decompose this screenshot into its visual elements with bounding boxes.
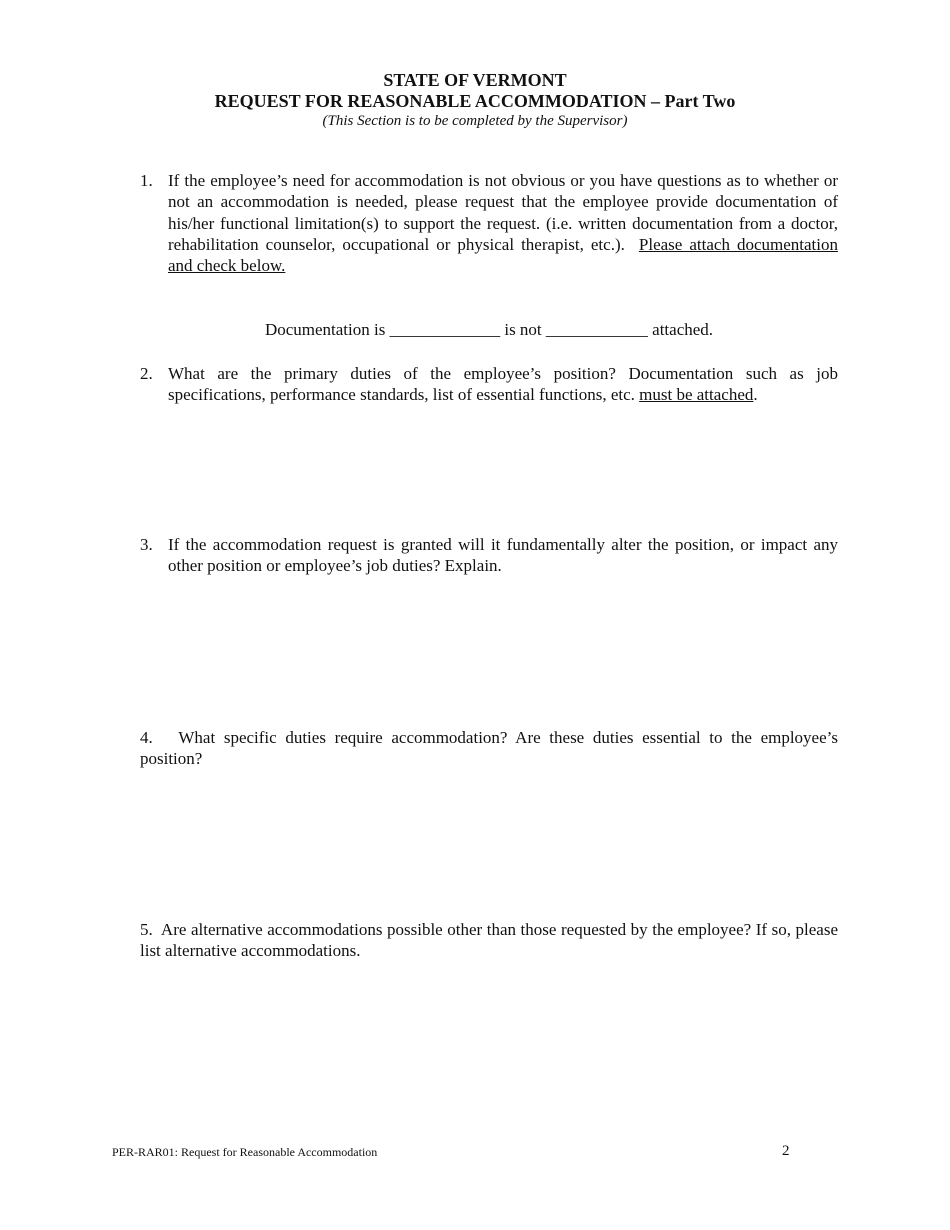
question-2 bbox=[140, 363, 838, 406]
question-text: If the employee’s need for accommodation is not obvious or you have questions as to whether or not an accommodation is needed, please request that the employee provide documentation of his/her functional limitation(s) to support the request. (i.e. written documentation from a doctor, rehabilitation counselor, occupational or physical therapist, etc.). Please attach documentation and check below. bbox=[168, 171, 838, 276]
must-be-attached: must be attached bbox=[639, 385, 754, 405]
documentation-label: Documentation is bbox=[264, 320, 386, 339]
documentation-is-not-blank[interactable]: ____________ bbox=[545, 320, 648, 339]
question-number: 3. bbox=[140, 535, 153, 554]
is-not-label: is not bbox=[504, 320, 542, 339]
question-number: 1. bbox=[140, 171, 153, 190]
footer-form-id: PER-RAR01: Request for Reasonable Accommodation bbox=[112, 1145, 378, 1159]
attached-label: attached. bbox=[652, 320, 714, 339]
question-number: 2. bbox=[140, 364, 153, 383]
question-text: What specific duties require accommodation? Are these duties essential to the employee’s position? bbox=[140, 728, 838, 769]
question-text: What are the primary duties of the employee’s position? Documentation such as job specifications, performance standards, list of essential functions, etc. must be attached. bbox=[168, 364, 838, 405]
form-header bbox=[0, 70, 950, 131]
supervisor-note: (This Section is to be completed by the Supervisor) bbox=[322, 113, 628, 129]
question-5 bbox=[140, 919, 838, 962]
question-number: 4. bbox=[140, 728, 153, 747]
attach-instruction: Please attach documentation and check below. bbox=[168, 234, 838, 276]
form-title: REQUEST FOR REASONABLE ACCOMMODATION – Part Two bbox=[214, 91, 736, 111]
question-text: Are alternative accommodations possible other than those requested by the employee? If so, please list alternative accommodations. bbox=[140, 920, 838, 961]
question-1 bbox=[140, 170, 838, 276]
question-3 bbox=[140, 534, 838, 577]
question-text: If the accommodation request is granted will it fundamentally alter the position, or impact any other position or employee’s job duties? Explain. bbox=[168, 535, 838, 576]
state-title: STATE OF VERMONT bbox=[383, 70, 567, 90]
question-number: 5. bbox=[140, 920, 153, 939]
documentation-is-blank[interactable]: _____________ bbox=[389, 320, 501, 339]
documentation-check-line bbox=[0, 319, 950, 340]
question-4 bbox=[140, 727, 838, 770]
page-number: 2 bbox=[782, 1143, 790, 1159]
